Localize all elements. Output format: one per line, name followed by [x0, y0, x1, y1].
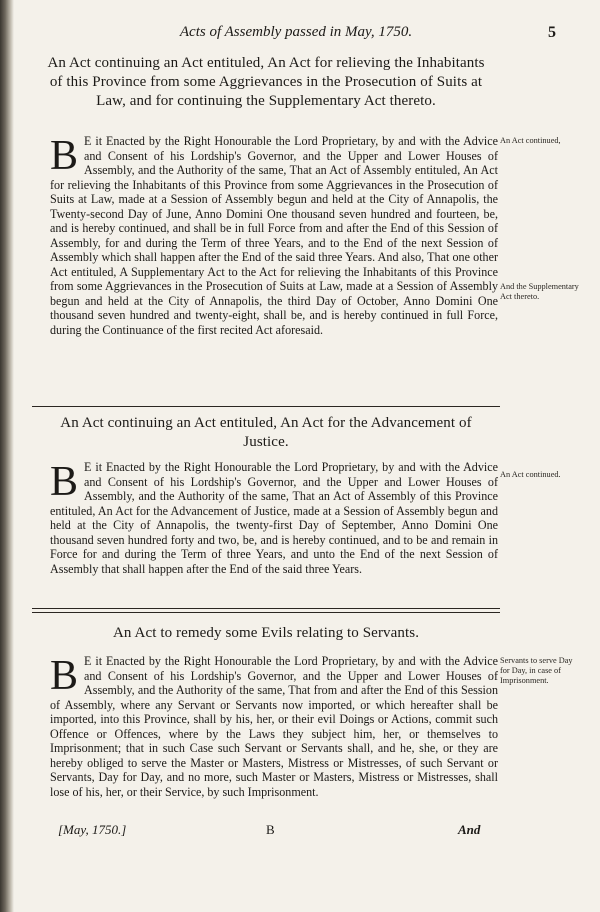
act-1-text: E it Enacted by the Right Honourable the Lord Proprietary, by and with the Advice and Consent of his Lordship's Governor, and the Upper and Lower Houses of Assembly, and the Authority of the same, That an Act of Assembly entituled, An Act for relieving the Inhabitants of this Province from some Aggrievances in the Prosecution of Suits at Law, made at a Session of Assembly begun and held at the City of Annapolis, the Twenty-second Day of June, Anno Domini One thousand seven hundred and fourteen, be, and is hereby continued, and shall be in full Force from and after the End of this Session of Assembly, for and during the Term of three Years, and to the End of the next Session of Assembly which shall happen after the End of the said three Years. And also, That one other Act entituled, A Supplementary Act to the Act for relieving the Inhabitants of this Province from some Aggrievances in the Prosecution of Suits at Law, made at a Session of Assembly begun and held at the City of Annapolis, the third Day of October, Anno Domini One thousand seven hundred and twenty-eight, shall be, and is hereby continued in full Force, during the Continuance of the first recited Act aforesaid.	[50, 134, 498, 337]
act-2-drop-cap: B	[50, 459, 79, 505]
act-3-body	[50, 654, 498, 799]
act-1-title: An Act continuing an Act entituled, An Act for relieving the Inhabitants of this Province from some Aggrievances in the Prosecution of Suits at Law, and for continuing the Supplementary Act thereto.	[47, 55, 485, 109]
act-2-text: E it Enacted by the Right Honourable the Lord Proprietary, by and with the Advice and Consent of his Lordship's Governor, and the Upper and Lower Houses of Assembly, and the Authority of the same, That an Act of Assembly of this Province entituled, An Act for the Advancement of Justice, made at a Session of Assembly begun and held at the City of Annapolis, the twenty-first Day of September, Anno Domini One thousand seven hundred forty and two, be, and is hereby continued, and to be and remain in Force for and during the Term of three Years, and unto the End of the next Session of Assembly that shall happen after the End of the said three Years.	[50, 460, 498, 576]
section-divider	[32, 612, 500, 613]
act-2-body	[50, 460, 498, 576]
footer-date: [May, 1750.]	[58, 822, 127, 837]
act-3-drop-cap: B	[50, 653, 79, 699]
act-3-title: An Act to remedy some Evils relating to Servants.	[112, 625, 420, 641]
section-divider	[32, 608, 500, 609]
footer-signature-mark: B	[266, 822, 275, 837]
act-1-margin-note: An Act continued,	[500, 136, 561, 145]
document-page	[22, 0, 600, 912]
act-3-margin-note: Servants to serve Day for Day, in case of Imprisonment.	[500, 656, 573, 685]
page-binding-edge	[0, 0, 14, 912]
act-1-drop-cap: B	[50, 133, 79, 179]
act-2-margin-note: An Act continued.	[500, 470, 561, 479]
page-number: 5	[548, 24, 556, 41]
act-3-text: E it Enacted by the Right Honourable the Lord Proprietary, by and with the Advice and Consent of his Lordship's Governor, and the Upper and Lower Houses of Assembly, and the Authority of the same, That from and after the End of this Session of Assembly, where any Servant or Servants now imported, or which hereafter shall be imported, into this Province, shall by his, her, or their evil Doings or Actions, commit such Offence or Offences, where by the Laws they subject him, her, or themselves to Imprisonment; that in such Case such Servant or Servants shall, and he, she, or they are hereby obliged to serve the Master or Masters, Mistress or Mistresses, of such Servant or Servants, Day for Day, and no more, such Master or Masters, Mistress or Mistresses, shall lose of his, her, or their Service, by such Imprisonment.	[50, 654, 498, 799]
act-2-title: An Act continuing an Act entituled, An Act for the Advancement of Justice.	[60, 415, 472, 450]
footer-catchword: And	[458, 822, 481, 837]
running-head: Acts of Assembly passed in May, 1750.	[179, 24, 413, 40]
section-divider	[32, 406, 500, 407]
act-1-body	[50, 134, 498, 337]
act-1-margin-note-supplementary: And the Supplementary Act thereto.	[500, 282, 579, 301]
